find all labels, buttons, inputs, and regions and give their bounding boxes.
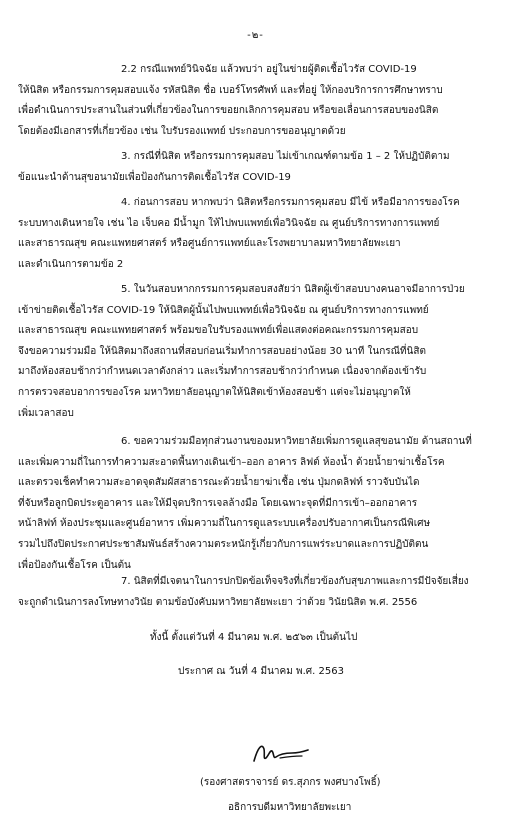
paragraph-line: เพื่อดำเนินการประสานในส่วนที่เกี่ยวข้องในการขอยกเลิกการคุมสอบ หรือขอเลื่อนการสอบของนิสิต [18, 105, 439, 117]
paragraph-line: การตรวจสอบอาการของโรค มหาวิทยาลัยอนุญาตให้นิสิตเข้าห้องสอบช้า แต่จะไม่อนุญาตให้ [18, 386, 411, 398]
paragraph-line: และสาธารณสุข คณะแพทยศาสตร์ พร้อมขอใบรับรองแพทย์เพื่อแสดงต่อคณะกรรมการคุมสอบ [18, 325, 419, 337]
paragraph-3 [18, 147, 494, 188]
paragraph-line: เพื่อป้องกันเชื้อโรค เป็นต้น [18, 559, 131, 571]
paragraph-line: 4. ก่อนการสอบ หากพบว่า นิสิตหรือกรรมการคุมสอบ มีไข้ หรือมีอาการของโรค [121, 197, 460, 208]
paragraph-line: รวมไปถึงปิดประกาศประชาสัมพันธ์สร้างความตระหนักรู้เกี่ยวกับการแพร่ระบาดและการปฏิบัติตน [18, 538, 429, 550]
paragraph-line: และตรวจเช็คทำความสะอาดจุดสัมผัสสาธารณะด้วยน้ำยาฆ่าเชื้อ เช่น ปุ่มกดลิฟท์ ราวจับบันได [18, 477, 420, 489]
paragraph-line: 2.2 กรณีแพทย์วินิจฉัย แล้วพบว่า อยู่ในข่ายผู้ติดเชื้อไวรัส COVID-19 [121, 64, 417, 75]
paragraph-line: โดยต้องมีเอกสารที่เกี่ยวข้อง เช่น ใบรับรองแพทย์ ประกอบการขออนุญาตด้วย [18, 125, 346, 137]
paragraph-line: และดำเนินการตามข้อ 2 [18, 258, 124, 270]
signer-name: (รองศาสตราจารย์ ดร.สุภกร พงศบางโพธิ์) [200, 777, 381, 788]
paragraph-line: เข้าข่ายติดเชื้อไวรัส COVID-19 ให้นิสิตผู้นั้นไปพบแพทย์เพื่อวินิจฉัย ณ ศูนย์บริการทางการแพทย์ [18, 304, 429, 316]
paragraph-line: จะถูกดำเนินการลงโทษทางวินัย ตามข้อบังคับมหาวิทยาลัยพะเยา ว่าด้วย วินัยนิสิต พ.ศ. 2556 [18, 596, 418, 608]
paragraph-line: และสาธารณสุข คณะแพทยศาสตร์ หรือศูนย์การแพทย์และโรงพยาบาลมหาวิทยาลัยพะเยา [18, 238, 401, 250]
paragraph-4 [18, 193, 494, 275]
paragraph-line: 6. ขอความร่วมมือทุกส่วนงานของมหาวิทยาลัยเพิ่มการดูแลสุขอนามัย ด้านสถานที่ [121, 436, 472, 447]
signer-title: อธิการบดีมหาวิทยาลัยพะเยา [228, 802, 352, 813]
paragraph-line: 5. ในวันสอบหากกรรมการคุมสอบสงสัยว่า นิสิตผู้เข้าสอบบางคนอาจมีอาการป่วย [121, 284, 465, 295]
paragraph-7 [18, 572, 494, 613]
paragraph-line: ระบบทางเดินหายใจ เช่น ไอ เจ็บคอ มีน้ำมูก ให้ไปพบแพทย์เพื่อวินิจฉัย ณ ศูนย์บริการทางการแพทย์ [18, 217, 440, 229]
paragraph-6 [18, 432, 494, 576]
paragraph-line: 3. กรณีที่นิสิต หรือกรรมการคุมสอบ ไม่เข้าเกณฑ์ตามข้อ 1 – 2 ให้ปฏิบัติตาม [121, 151, 450, 162]
paragraph-line: และเพิ่มความถี่ในการทำความสะอาดพื้นทางเดินเข้า–ออก อาคาร ลิฟต์ ห้องน้ำ ด้วยน้ำยาฆ่าเชื้อโรค [18, 456, 445, 468]
paragraph-line: จึงขอความร่วมมือ ให้นิสิตมาถึงสถานที่สอบก่อนเริ่มทำการสอบอย่างน้อย 30 นาที ในกรณีที่นิสิต [18, 345, 426, 357]
paragraph-5 [18, 280, 494, 424]
effective-date-line: ทั้งนี้ ตั้งแต่วันที่ 4 มีนาคม พ.ศ. ๒๕๖๓ เป็นต้นไป [150, 632, 358, 643]
paragraph-line: เพิ่มเวลาสอบ [18, 407, 74, 419]
paragraph-line: มาถึงห้องสอบช้ากว่ากำหนดเวลาดังกล่าว และเริ่มทำการสอบช้ากว่ากำหนด เนื่องจากต้องเข้ารับ [18, 366, 427, 378]
paragraph-line: 7. นิสิตที่มีเจตนาในการปกปิดข้อเท็จจริงที่เกี่ยวข้องกับสุขภาพและการมีปัจจัยเสี่ยง [121, 576, 469, 587]
paragraph-line: ที่จับหรือลูกบิดประตูอาคาร และให้มีจุดบริการเจลล้างมือ โดยเฉพาะจุดที่มีการเข้า–ออกอาคาร [18, 497, 418, 509]
page-number: -๒- [247, 30, 264, 41]
handwritten-signature [250, 741, 312, 765]
paragraph-line: ให้นิสิต หรือกรรมการคุมสอบแจ้ง รหัสนิสิต ชื่อ เบอร์โทรศัพท์ และที่อยู่ ให้กองบริการการศึกษาทราบ [18, 84, 443, 96]
paragraph-line: ข้อแนะนำด้านสุขอนามัยเพื่อป้องกันการติดเชื้อไวรัส COVID-19 [18, 171, 291, 183]
paragraph-line: หน้าลิฟท์ ห้องประชุมและศูนย์อาหาร เพิ่มความถี่ในการดูแลระบบเครื่องปรับอากาศเป็นกรณีพิเศษ [18, 518, 431, 530]
paragraph-2-2 [18, 60, 494, 142]
announcement-date-line: ประกาศ ณ วันที่ 4 มีนาคม พ.ศ. 2563 [178, 666, 344, 677]
